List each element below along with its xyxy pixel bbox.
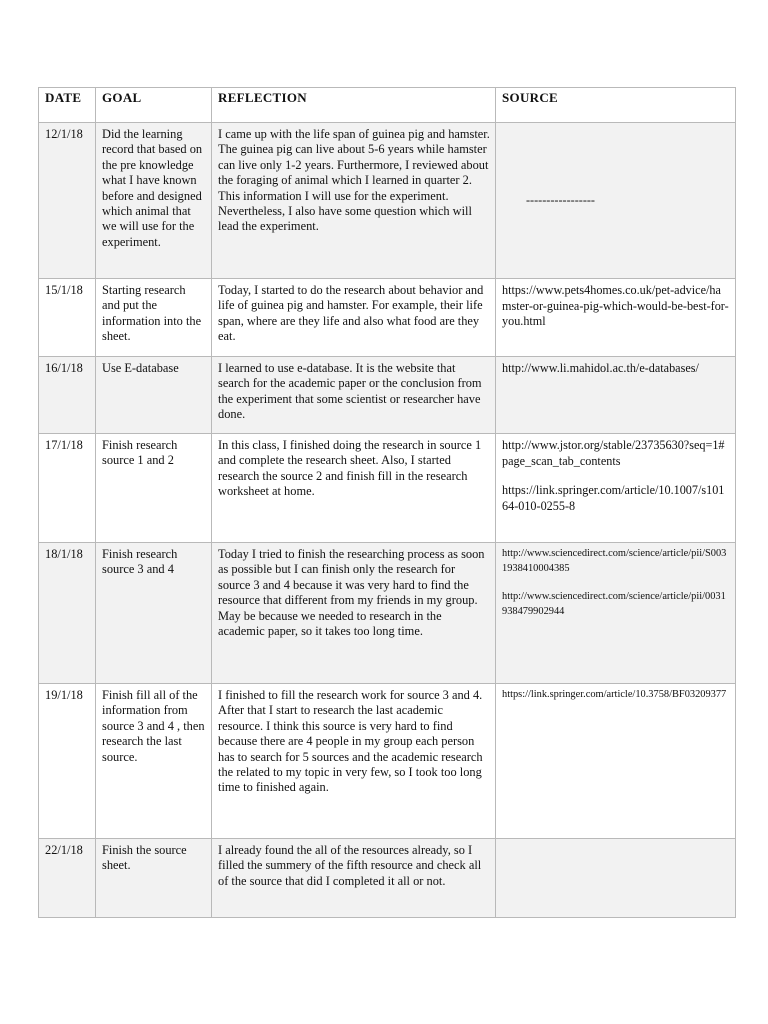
table-row bbox=[39, 839, 736, 918]
source-link[interactable]: http://www.jstor.org/stable/23735630?seq=1#page_scan_tab_contents bbox=[502, 438, 725, 468]
row-goal: Finish fill all of the information from source 3 and 4 , then research the last source. bbox=[96, 684, 212, 839]
header-row bbox=[39, 88, 736, 123]
row-date: 12/1/18 bbox=[39, 123, 96, 279]
row-source bbox=[496, 684, 736, 839]
table-row bbox=[39, 684, 736, 839]
source-link[interactable]: http://www.sciencedirect.com/science/article/pii/S0031938410004385 bbox=[502, 548, 727, 574]
source-placeholder-dashes: ----------------- bbox=[526, 192, 595, 207]
row-reflection: Today I tried to finish the researching process as soon as possible but I can finish only the research for source 3 and 4 because it was very hard to find the resource that different from my friends in my group. May be because we needed to research in the academic paper, so it takes too long time. bbox=[212, 543, 496, 684]
row-goal: Use E-database bbox=[96, 357, 212, 434]
header-goal: GOAL bbox=[96, 88, 212, 123]
row-reflection: In this class, I finished doing the research in source 1 and complete the research sheet. Also, I started research the source 2 and finish fill in the research worksheet at home. bbox=[212, 434, 496, 543]
source-link[interactable]: https://link.springer.com/article/10.3758/BF03209377 bbox=[502, 689, 727, 700]
row-goal: Did the learning record that based on the pre knowledge what I have known before and designed which animal that we will use for the experiment. bbox=[96, 123, 212, 279]
source-link[interactable]: http://www.sciencedirect.com/science/article/pii/0031938479902944 bbox=[502, 591, 726, 617]
source-link[interactable]: http://www.li.mahidol.ac.th/e-databases/ bbox=[502, 361, 699, 375]
table-row bbox=[39, 434, 736, 543]
table-row bbox=[39, 123, 736, 279]
row-reflection: I came up with the life span of guinea pig and hamster. The guinea pig can live about 5-6 years while hamster can live only 1-2 years. Furthermore, I reviewed about the foraging of animal which I learned in quarter 2. This information I will use for the experiment. Nevertheless, I also have some question which will lead the experiment. bbox=[212, 123, 496, 279]
row-reflection: I finished to fill the research work for source 3 and 4. After that I start to research the last academic resource. I think this source is very hard to find because there are 4 people in my group each person has to search for 5 sources and the academic research the related to my topic in very few, so I took too long time to finished again. bbox=[212, 684, 496, 839]
row-date: 15/1/18 bbox=[39, 279, 96, 357]
row-date: 22/1/18 bbox=[39, 839, 96, 918]
source-link[interactable]: https://link.springer.com/article/10.1007/s10164-010-0255-8 bbox=[502, 483, 725, 513]
header-source: SOURCE bbox=[496, 88, 736, 123]
row-goal: Finish research source 1 and 2 bbox=[96, 434, 212, 543]
header-reflection: REFLECTION bbox=[212, 88, 496, 123]
row-source bbox=[496, 434, 736, 543]
row-reflection: Today, I started to do the research about behavior and life of guinea pig and hamster. For example, their life span, where are they life and also what food are they eat. bbox=[212, 279, 496, 357]
row-date: 19/1/18 bbox=[39, 684, 96, 839]
table-row bbox=[39, 279, 736, 357]
table-row bbox=[39, 543, 736, 684]
row-date: 17/1/18 bbox=[39, 434, 96, 543]
row-source bbox=[496, 279, 736, 357]
row-goal: Finish the source sheet. bbox=[96, 839, 212, 918]
row-reflection: I already found the all of the resources already, so I filled the summery of the fifth resource and check all of the source that did I completed it all or not. bbox=[212, 839, 496, 918]
header-date: DATE bbox=[39, 88, 96, 123]
row-goal: Starting research and put the information into the sheet. bbox=[96, 279, 212, 357]
row-goal: Finish research source 3 and 4 bbox=[96, 543, 212, 684]
row-date: 16/1/18 bbox=[39, 357, 96, 434]
row-source bbox=[496, 543, 736, 684]
row-source bbox=[496, 123, 736, 279]
research-journal-table bbox=[38, 87, 736, 918]
row-source-empty bbox=[496, 839, 736, 918]
row-reflection: I learned to use e-database. It is the website that search for the academic paper or the conclusion from the experiment that some scientist or researcher have done. bbox=[212, 357, 496, 434]
source-link[interactable]: https://www.pets4homes.co.uk/pet-advice/hamster-or-guinea-pig-which-would-be-best-for-you.html bbox=[502, 283, 729, 328]
table-row bbox=[39, 357, 736, 434]
row-date: 18/1/18 bbox=[39, 543, 96, 684]
row-source bbox=[496, 357, 736, 434]
